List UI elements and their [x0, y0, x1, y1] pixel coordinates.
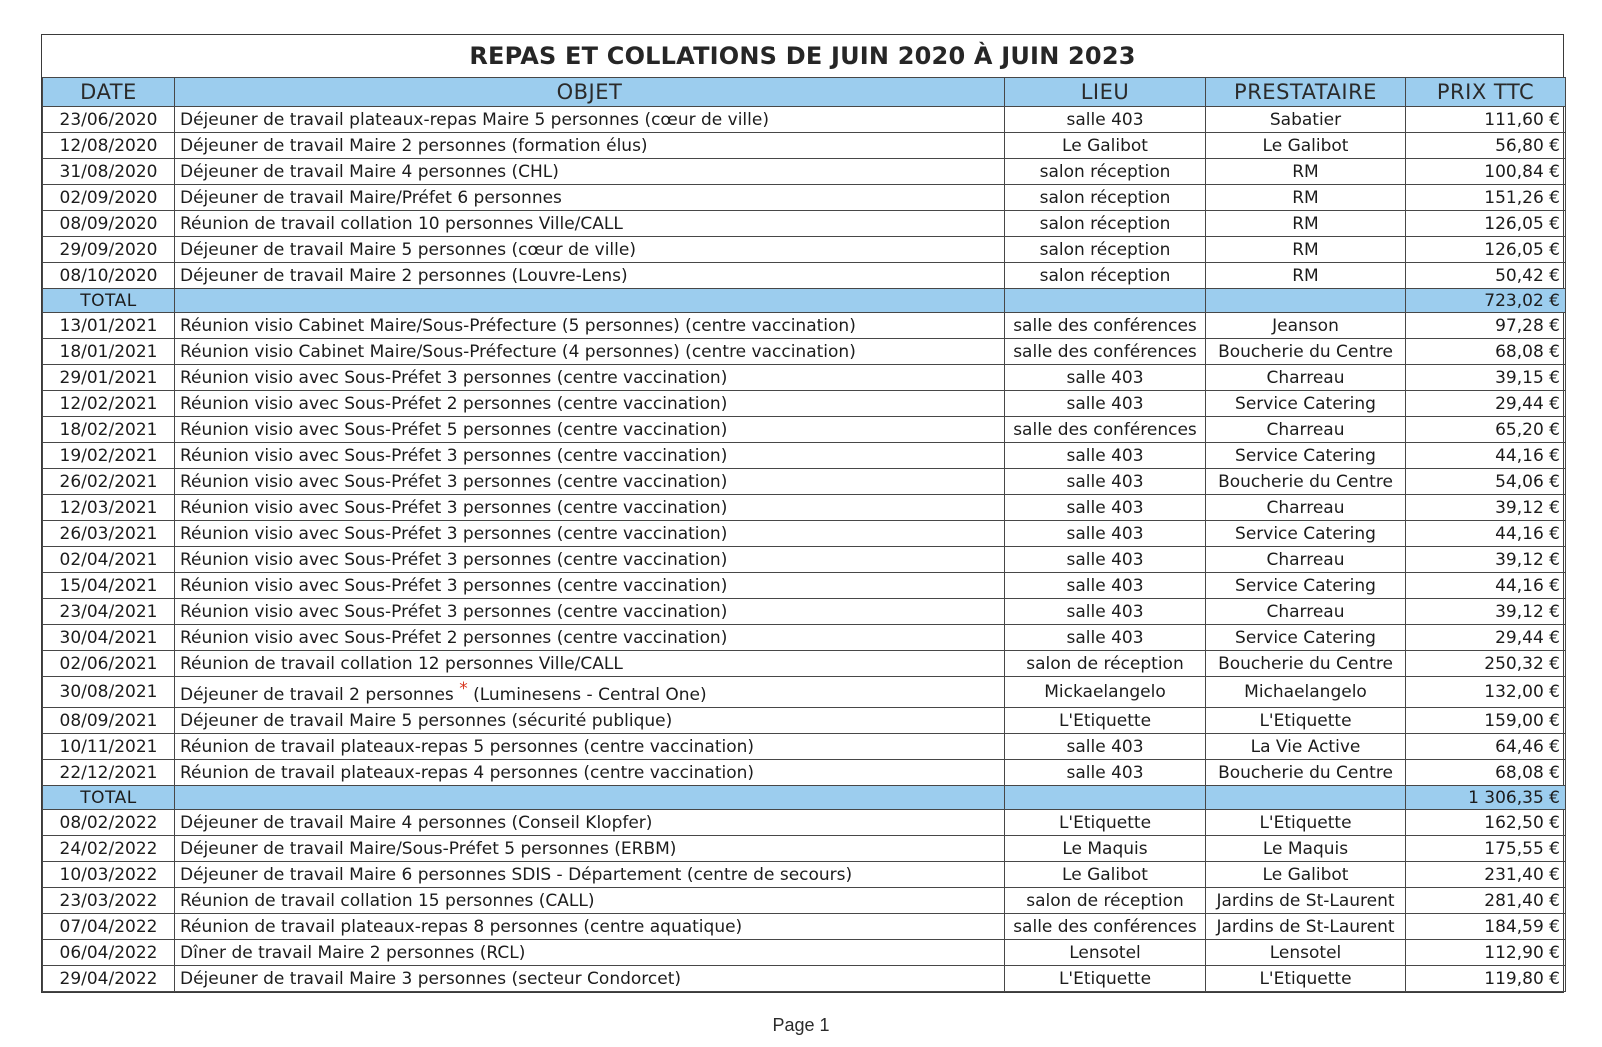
cell-prestataire: Service Catering [1206, 443, 1406, 469]
cell-objet: Réunion visio avec Sous-Préfet 3 personnes (centre vaccination) [175, 599, 1005, 625]
table-row [43, 495, 1566, 521]
table-row [43, 547, 1566, 573]
total-prestataire-empty [1206, 786, 1406, 810]
cell-prestataire: Service Catering [1206, 625, 1406, 651]
cell-prestataire: Lensotel [1206, 940, 1406, 966]
cell-prix: 64,46 € [1406, 734, 1566, 760]
table-row [43, 107, 1566, 133]
cell-objet: Réunion de travail collation 15 personnes (CALL) [175, 888, 1005, 914]
cell-lieu: salle des conférences [1005, 417, 1206, 443]
cell-date: 23/04/2021 [43, 599, 175, 625]
cell-objet: Réunion de travail collation 12 personnes Ville/CALL [175, 651, 1005, 677]
cell-objet: Déjeuner de travail plateaux-repas Maire 5 personnes (cœur de ville) [175, 107, 1005, 133]
table-row [43, 599, 1566, 625]
cell-objet: Déjeuner de travail Maire 3 personnes (secteur Condorcet) [175, 966, 1005, 992]
cell-date: 02/09/2020 [43, 185, 175, 211]
table-row [43, 573, 1566, 599]
cell-lieu: salle 403 [1005, 734, 1206, 760]
cell-prix: 44,16 € [1406, 443, 1566, 469]
cell-lieu: salon réception [1005, 159, 1206, 185]
cell-lieu: salle 403 [1005, 760, 1206, 786]
cell-prix: 39,12 € [1406, 599, 1566, 625]
expense-document [41, 34, 1564, 993]
cell-objet: Réunion de travail collation 10 personnes Ville/CALL [175, 211, 1005, 237]
table-row [43, 862, 1566, 888]
total-objet-empty [175, 289, 1005, 313]
table-row [43, 211, 1566, 237]
cell-lieu: salle 403 [1005, 625, 1206, 651]
cell-date: 18/01/2021 [43, 339, 175, 365]
cell-lieu: Le Galibot [1005, 862, 1206, 888]
cell-prestataire: Charreau [1206, 599, 1406, 625]
cell-date: 30/08/2021 [43, 677, 175, 708]
cell-objet: Réunion visio avec Sous-Préfet 3 personnes (centre vaccination) [175, 495, 1005, 521]
cell-lieu: salle 403 [1005, 365, 1206, 391]
cell-date: 19/02/2021 [43, 443, 175, 469]
cell-prestataire: Charreau [1206, 417, 1406, 443]
cell-objet: Déjeuner de travail Maire 5 personnes (cœur de ville) [175, 237, 1005, 263]
cell-objet: Réunion visio avec Sous-Préfet 3 personnes (centre vaccination) [175, 469, 1005, 495]
cell-lieu: salon réception [1005, 237, 1206, 263]
cell-prestataire: Jeanson [1206, 313, 1406, 339]
cell-prix: 126,05 € [1406, 237, 1566, 263]
cell-objet: Réunion visio avec Sous-Préfet 3 personnes (centre vaccination) [175, 365, 1005, 391]
cell-date: 30/04/2021 [43, 625, 175, 651]
cell-date: 08/09/2021 [43, 708, 175, 734]
cell-prix: 175,55 € [1406, 836, 1566, 862]
total-row [43, 786, 1566, 810]
cell-prestataire: Service Catering [1206, 391, 1406, 417]
cell-prestataire: Le Galibot [1206, 133, 1406, 159]
cell-prestataire: Le Maquis [1206, 836, 1406, 862]
cell-objet: Déjeuner de travail Maire 5 personnes (sécurité publique) [175, 708, 1005, 734]
cell-prestataire: Charreau [1206, 547, 1406, 573]
cell-objet: Déjeuner de travail Maire 6 personnes SDIS - Département (centre de secours) [175, 862, 1005, 888]
cell-lieu: salle 403 [1005, 469, 1206, 495]
cell-date: 07/04/2022 [43, 914, 175, 940]
cell-prix: 50,42 € [1406, 263, 1566, 289]
cell-objet: Réunion visio Cabinet Maire/Sous-Préfecture (4 personnes) (centre vaccination) [175, 339, 1005, 365]
cell-prestataire: Boucherie du Centre [1206, 339, 1406, 365]
objet-text: Déjeuner de travail 2 personnes [180, 685, 454, 705]
cell-prestataire: RM [1206, 263, 1406, 289]
cell-date: 10/11/2021 [43, 734, 175, 760]
cell-objet: Réunion visio avec Sous-Préfet 3 personnes (centre vaccination) [175, 573, 1005, 599]
table-row [43, 888, 1566, 914]
cell-lieu: salle 403 [1005, 443, 1206, 469]
total-row [43, 289, 1566, 313]
cell-date: 08/02/2022 [43, 810, 175, 836]
table-row [43, 677, 1566, 708]
expense-table [42, 77, 1566, 992]
table-row [43, 966, 1566, 992]
cell-lieu: salle des conférences [1005, 313, 1206, 339]
cell-prestataire: Boucherie du Centre [1206, 760, 1406, 786]
cell-date: 31/08/2020 [43, 159, 175, 185]
cell-prix: 68,08 € [1406, 339, 1566, 365]
total-amount: 1 306,35 € [1406, 786, 1566, 810]
table-row [43, 810, 1566, 836]
cell-objet: Réunion visio avec Sous-Préfet 2 personnes (centre vaccination) [175, 391, 1005, 417]
header-prix: PRIX TTC [1406, 78, 1566, 107]
cell-lieu: Lensotel [1005, 940, 1206, 966]
cell-prestataire: RM [1206, 237, 1406, 263]
cell-date: 08/09/2020 [43, 211, 175, 237]
cell-lieu: L'Etiquette [1005, 810, 1206, 836]
cell-prix: 44,16 € [1406, 573, 1566, 599]
header-objet: OBJET [175, 78, 1005, 107]
table-row [43, 708, 1566, 734]
table-row [43, 521, 1566, 547]
cell-date: 10/03/2022 [43, 862, 175, 888]
cell-lieu: L'Etiquette [1005, 708, 1206, 734]
cell-lieu: salle 403 [1005, 547, 1206, 573]
cell-date: 22/12/2021 [43, 760, 175, 786]
cell-objet: Déjeuner de travail Maire/Sous-Préfet 5 personnes (ERBM) [175, 836, 1005, 862]
cell-objet: Déjeuner de travail Maire 4 personnes (Conseil Klopfer) [175, 810, 1005, 836]
cell-prestataire: Sabatier [1206, 107, 1406, 133]
cell-objet: Déjeuner de travail Maire 4 personnes (CHL) [175, 159, 1005, 185]
cell-prestataire: La Vie Active [1206, 734, 1406, 760]
table-row [43, 313, 1566, 339]
cell-prix: 250,32 € [1406, 651, 1566, 677]
cell-lieu: salle des conférences [1005, 914, 1206, 940]
cell-date: 18/02/2021 [43, 417, 175, 443]
cell-lieu: salon réception [1005, 211, 1206, 237]
cell-objet: Réunion de travail plateaux-repas 8 personnes (centre aquatique) [175, 914, 1005, 940]
cell-lieu: Le Maquis [1005, 836, 1206, 862]
cell-prix: 119,80 € [1406, 966, 1566, 992]
total-label: TOTAL [43, 289, 175, 313]
cell-prestataire: Michaelangelo [1206, 677, 1406, 708]
cell-lieu: salon réception [1005, 263, 1206, 289]
cell-prix: 100,84 € [1406, 159, 1566, 185]
cell-prix: 29,44 € [1406, 625, 1566, 651]
cell-prestataire: RM [1206, 211, 1406, 237]
total-amount: 723,02 € [1406, 289, 1566, 313]
table-row [43, 391, 1566, 417]
cell-objet: Réunion visio avec Sous-Préfet 2 personnes (centre vaccination) [175, 625, 1005, 651]
asterisk-mark: * [459, 679, 468, 699]
table-row [43, 263, 1566, 289]
cell-prix: 54,06 € [1406, 469, 1566, 495]
table-row [43, 365, 1566, 391]
cell-date: 23/06/2020 [43, 107, 175, 133]
cell-prestataire: RM [1206, 185, 1406, 211]
cell-prix: 39,15 € [1406, 365, 1566, 391]
table-row [43, 133, 1566, 159]
document-title: REPAS ET COLLATIONS DE JUIN 2020 À JUIN 2023 [469, 42, 1136, 70]
table-row [43, 339, 1566, 365]
cell-date: 06/04/2022 [43, 940, 175, 966]
cell-objet: Réunion visio avec Sous-Préfet 5 personnes (centre vaccination) [175, 417, 1005, 443]
cell-prestataire: Service Catering [1206, 521, 1406, 547]
cell-lieu: salle 403 [1005, 573, 1206, 599]
page-number: Page 1 [772, 1015, 830, 1035]
table-row [43, 185, 1566, 211]
cell-prix: 97,28 € [1406, 313, 1566, 339]
table-body [43, 107, 1566, 992]
total-lieu-empty [1005, 786, 1206, 810]
cell-prestataire: L'Etiquette [1206, 966, 1406, 992]
cell-objet: Réunion de travail plateaux-repas 4 personnes (centre vaccination) [175, 760, 1005, 786]
table-row [43, 940, 1566, 966]
cell-objet: Déjeuner de travail Maire/Préfet 6 personnes [175, 185, 1005, 211]
cell-lieu: salle 403 [1005, 391, 1206, 417]
table-header-row [43, 78, 1566, 107]
cell-prix: 151,26 € [1406, 185, 1566, 211]
cell-prestataire: L'Etiquette [1206, 810, 1406, 836]
cell-lieu: Mickaelangelo [1005, 677, 1206, 708]
table-row [43, 836, 1566, 862]
cell-lieu: salle des conférences [1005, 339, 1206, 365]
cell-prestataire: Boucherie du Centre [1206, 469, 1406, 495]
table-row [43, 469, 1566, 495]
cell-prix: 162,50 € [1406, 810, 1566, 836]
cell-lieu: salon de réception [1005, 888, 1206, 914]
table-row [43, 734, 1566, 760]
cell-prix: 281,40 € [1406, 888, 1566, 914]
cell-objet: Réunion visio avec Sous-Préfet 3 personnes (centre vaccination) [175, 547, 1005, 573]
cell-date: 08/10/2020 [43, 263, 175, 289]
cell-date: 23/03/2022 [43, 888, 175, 914]
cell-prix: 44,16 € [1406, 521, 1566, 547]
cell-prix: 231,40 € [1406, 862, 1566, 888]
cell-prestataire: Jardins de St-Laurent [1206, 914, 1406, 940]
cell-prix: 39,12 € [1406, 495, 1566, 521]
cell-date: 12/02/2021 [43, 391, 175, 417]
cell-lieu: Le Galibot [1005, 133, 1206, 159]
cell-objet: Réunion visio Cabinet Maire/Sous-Préfecture (5 personnes) (centre vaccination) [175, 313, 1005, 339]
cell-prestataire: Charreau [1206, 495, 1406, 521]
cell-date: 24/02/2022 [43, 836, 175, 862]
cell-prix: 39,12 € [1406, 547, 1566, 573]
cell-prix: 184,59 € [1406, 914, 1566, 940]
cell-objet: Réunion de travail plateaux-repas 5 personnes (centre vaccination) [175, 734, 1005, 760]
table-row [43, 625, 1566, 651]
cell-objet [175, 677, 1005, 708]
cell-prestataire: Boucherie du Centre [1206, 651, 1406, 677]
table-row [43, 417, 1566, 443]
cell-prix: 56,80 € [1406, 133, 1566, 159]
cell-prestataire: Charreau [1206, 365, 1406, 391]
cell-date: 26/02/2021 [43, 469, 175, 495]
cell-date: 15/04/2021 [43, 573, 175, 599]
cell-date: 29/09/2020 [43, 237, 175, 263]
table-row [43, 914, 1566, 940]
cell-prix: 65,20 € [1406, 417, 1566, 443]
cell-date: 12/03/2021 [43, 495, 175, 521]
cell-date: 02/04/2021 [43, 547, 175, 573]
cell-lieu: salle 403 [1005, 521, 1206, 547]
cell-date: 13/01/2021 [43, 313, 175, 339]
cell-date: 02/06/2021 [43, 651, 175, 677]
cell-prestataire: Jardins de St-Laurent [1206, 888, 1406, 914]
table-row [43, 443, 1566, 469]
cell-prix: 126,05 € [1406, 211, 1566, 237]
total-prestataire-empty [1206, 289, 1406, 313]
cell-prestataire: RM [1206, 159, 1406, 185]
cell-lieu: salle 403 [1005, 107, 1206, 133]
cell-objet: Réunion visio avec Sous-Préfet 3 personnes (centre vaccination) [175, 443, 1005, 469]
cell-prix: 68,08 € [1406, 760, 1566, 786]
table-row [43, 159, 1566, 185]
cell-lieu: L'Etiquette [1005, 966, 1206, 992]
cell-prix: 112,90 € [1406, 940, 1566, 966]
header-date: DATE [43, 78, 175, 107]
table-row [43, 237, 1566, 263]
cell-objet: Réunion visio avec Sous-Préfet 3 personnes (centre vaccination) [175, 521, 1005, 547]
cell-objet: Déjeuner de travail Maire 2 personnes (Louvre-Lens) [175, 263, 1005, 289]
total-label: TOTAL [43, 786, 175, 810]
cell-lieu: salle 403 [1005, 495, 1206, 521]
cell-prix: 111,60 € [1406, 107, 1566, 133]
cell-objet: Dîner de travail Maire 2 personnes (RCL) [175, 940, 1005, 966]
header-prestataire: PRESTATAIRE [1206, 78, 1406, 107]
cell-lieu: salon de réception [1005, 651, 1206, 677]
cell-date: 12/08/2020 [43, 133, 175, 159]
objet-suffix: (Luminesens - Central One) [473, 685, 707, 705]
cell-objet: Déjeuner de travail Maire 2 personnes (formation élus) [175, 133, 1005, 159]
table-row [43, 651, 1566, 677]
cell-prestataire: Le Galibot [1206, 862, 1406, 888]
cell-prix: 132,00 € [1406, 677, 1566, 708]
cell-lieu: salon réception [1005, 185, 1206, 211]
table-row [43, 760, 1566, 786]
header-lieu: LIEU [1005, 78, 1206, 107]
cell-lieu: salle 403 [1005, 599, 1206, 625]
cell-prix: 159,00 € [1406, 708, 1566, 734]
cell-prestataire: L'Etiquette [1206, 708, 1406, 734]
cell-date: 29/01/2021 [43, 365, 175, 391]
cell-date: 29/04/2022 [43, 966, 175, 992]
cell-date: 26/03/2021 [43, 521, 175, 547]
total-objet-empty [175, 786, 1005, 810]
cell-prestataire: Service Catering [1206, 573, 1406, 599]
cell-prix: 29,44 € [1406, 391, 1566, 417]
total-lieu-empty [1005, 289, 1206, 313]
